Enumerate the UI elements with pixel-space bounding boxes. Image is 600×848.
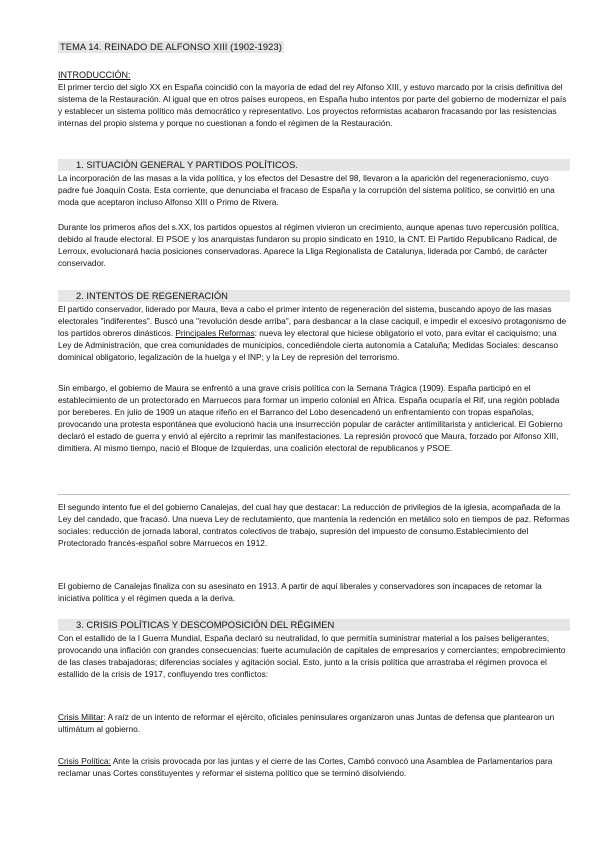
military-crisis-label: Crisis Militar [58, 712, 104, 722]
section-1-paragraph-1: La incorporación de las masas a la vida política, y los efectos del Desastre del 98, llevaron a la aparición del regeneracionismo, cuyo padre fue Joaquín Costa. Esta corriente, que denunciaba el fracaso de España y la corrupción del sistema político, se convirtió en una moda que aceptaron incluso Alfonso XIII o Primo de Rivera. [58, 173, 555, 207]
reforms-label: Principales Reformas [175, 327, 255, 338]
divider-line [58, 494, 570, 495]
intro-paragraph: El primer tercio del siglo XX en España coincidió con la mayoría de edad del rey Alfonso XIII, y estuvo marcado por la crisis definitiva del sistema de la Restauración. Al igual que en otros países europeos, en España hubo intentos por parte del gobierno de modernizar el país y establecer un sistema político más democrático y representativo. Los proyectos reformistas acabaron fracasando por las resistencias internas del propio sistema y porque no cuestionan a fondo el régimen de la Restauración. [58, 82, 567, 128]
section-1-header [58, 159, 570, 171]
section-2-p1-before: El partido conservador, liderado por Maura, lleva a cabo el primer intento de regeneración del sistema, buscando apoyo de las masas electorales "indiferentes". Buscó una "revolución desde arriba", para desbancar a la clase caciquil, e impedir el excesivo protagonismo de los partidos obreros dinásticos. [58, 304, 567, 338]
section-1-heading: 1. SITUACIÓN GENERAL Y PARTIDOS POLÍTICOS. [76, 159, 298, 170]
section-2-paragraph-4: El gobierno de Canalejas finaliza con su asesinato en 1913. A partir de aquí liberales y conservadores son incapaces de retomar la iniciativa política y el régimen queda a la deriva. [58, 581, 542, 603]
political-crisis-text: Ante la crisis provocada por las juntas y el cierre de las Cortes, Cambó convocó una Asamblea de Parlamentarios para reclamar unas Cortes constituyentes y reformar el sistema político que se terminó disolviendo. [58, 756, 553, 778]
section-2-paragraph-3: El segundo intento fue el del gobierno Canalejas, del cual hay que destacar: La reducción de privilegios de la iglesia, acompañada de la Ley del candado, que fracasó. Una nueva Ley de reclutamiento, que mantenía la redención en metálico solo en tiempos de paz. Reformas sociales: reducción de jornada laboral, contratos colectivos de trabajo, supresión del impuesto de consumo.Establecimiento del Protectorado francés-español sobre Marruecos en 1912. [58, 502, 570, 548]
intro-heading: INTRODUCCIÓN: [58, 70, 131, 80]
section-2-header [58, 290, 570, 302]
section-3-military-crisis [58, 712, 572, 736]
political-crisis-label: Crisis Política: [58, 756, 111, 766]
section-2-p1-after: : nueva ley electoral que hiciese obligatorio el voto, para evitar el caciquismo; una Ley de Administración, que crea comunidades de municipios, concediéndole cierta autonomía a Cataluña; Medidas Sociales: descanso dominical obligatorio, legalización de la huelga y el INP; y la Ley de represión del terrorismo. [58, 327, 558, 362]
document-title: TEMA 14. REINADO DE ALFONSO XIII (1902-1923) [60, 42, 282, 52]
section-3-paragraph-1: Con el estallido de la I Guerra Mundial, España declaró su neutralidad, lo que permitía suministrar material a los países beligerantes, provocando una inflación con grandes consecuencias: fuerte acumulación de capitales de empresarios y comerciantes; empobrecimiento de las clases trabajadoras; diferencias sociales y agitación social. Esto, junto a la crisis política que arrastraba el régimen provoca el estallido de la crisis de 1917, confluyendo tres conflictos: [58, 633, 566, 679]
section-3-heading: 3. CRISIS POLÍTICAS Y DESCOMPOSICIÓN DEL RÉGIMEN [76, 619, 335, 630]
section-2-paragraph-2: Sin embargo, el gobierno de Maura se enfrentó a una grave crisis política con la Semana Trágica (1909). España participó en el establecimiento de un protectorado en Marruecos para formar un imperio colonial en África. España ocuparía el Rif, una región poblada por bereberes. En julio de 1909 un ataque rifeño en el Barranco del Lobo desencadenó un enfrentamiento con tropas españolas, provocando una protesta espontánea que evolucionó hacia una insurrección popular de carácter antimilitarista y anticlerical. El Gobierno declaró el estado de guerra y envió al ejército a reprimir las manifestaciones. La represión provocó que Maura, forzado por Alfonso XIII, dimitiera. Al mismo tiempo, nació el Bloque de Izquierdas, una coalición electoral de republicanos y PSOE. [58, 383, 563, 453]
section-3-political-crisis [58, 756, 572, 780]
military-crisis-text: : A raíz de un intento de reformar el ejército, oficiales peninsulares organizaron unas Juntas de defensa que plantearon un ultimátum al gobierno. [58, 712, 555, 734]
section-2-heading: 2. INTENTOS DE REGENERACIÓN [76, 290, 228, 301]
section-2-paragraph-1 [58, 304, 572, 364]
section-3-header [58, 619, 570, 631]
section-1-paragraph-2: Durante los primeros años del s.XX, los partidos opuestos al régimen vivieron un crecimiento, aunque apenas tuvo repercusión política, debido al fraude electoral. El PSOE y los anarquistas fundaron su propio sindicato en 1910, la CNT. El Partido Republicano Radical, de Lerroux, evolucionará hacia posiciones conservadoras. Aparece la Lliga Regionalista de Catalunya, liderada por Cambó, de carácter conservador. [58, 222, 559, 268]
